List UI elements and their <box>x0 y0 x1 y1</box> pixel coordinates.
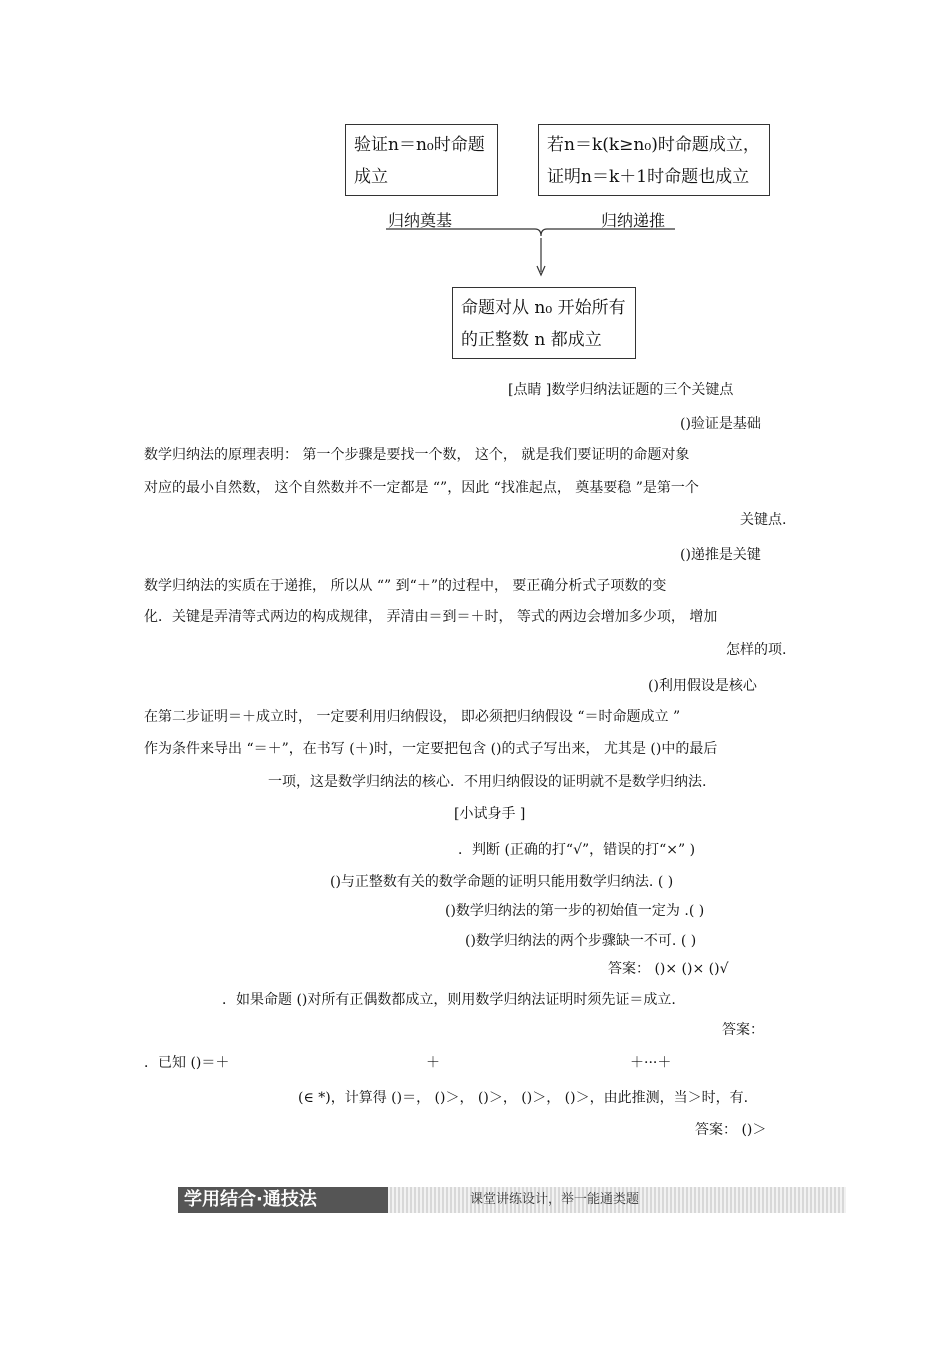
q3-stem-plus: ＋ <box>426 1055 440 1071</box>
conclusion-line2: 的正整数 n 都成立 <box>461 330 602 350</box>
q1-item3: ()数学归纳法的两个步骤缺一不可. ( ) <box>465 933 697 949</box>
inductive-step-line2: 证明n＝k＋1时命题也成立 <box>547 167 750 187</box>
dianjing-heading: [点睛 ]数学归纳法证题的三个关键点 <box>508 382 734 398</box>
label-step: 归纳递推 <box>601 211 666 230</box>
point2-line1: 数学归纳法的实质在于递推， 所以从 “” 到“＋”的过程中， 要正确分析式子项数的变 <box>144 578 667 594</box>
point3-line1: 在第二步证明＝＋成立时， 一定要利用归纳假设， 即必须把归纳假设 “＝时命题成立 ” <box>144 709 681 725</box>
base-case-line2: 成立 <box>354 167 388 187</box>
point1-line1: 数学归纳法的原理表明： 第一个步骤是要找一个数， 这个， 就是我们要证明的命题对象 <box>144 447 690 463</box>
point2-line3: 怎样的项. <box>726 642 787 658</box>
q2-stem: ．如果命题 ()对所有正偶数都成立，则用数学归纳法证明时须先证＝成立. <box>222 992 676 1008</box>
q3-answer: 答案： ()＞ <box>695 1122 767 1138</box>
q3-stem-line2: (∈ *)，计算得 ()＝， ()＞， ()＞， ()＞， ()＞，由此推测，当＞时，有. <box>298 1090 749 1106</box>
brace-connector <box>386 229 675 236</box>
q1-stem: ．判断 (正确的打“√”，错误的打“×” ) <box>458 842 696 858</box>
practice-heading: [小试身手 ] <box>454 806 526 822</box>
point2-line2: 化．关键是弄清等式两边的构成规律， 弄清由＝到＝＋时， 等式的两边会增加多少项， 增加 <box>144 609 718 625</box>
base-case-line1: 验证n＝n₀时命题 <box>354 135 485 155</box>
q3-stem-start: ．已知 ()＝＋ <box>144 1055 230 1071</box>
q1-item1: ()与正整数有关的数学命题的证明只能用数学归纳法. ( ) <box>330 874 674 890</box>
section-banner <box>178 1187 846 1213</box>
banner-subtitle: 课堂讲练设计，举一能通类题 <box>470 1192 640 1207</box>
conclusion-box <box>452 287 636 359</box>
point1-line3: 关键点. <box>740 512 787 528</box>
q1-answer: 答案： ()× ()× ()√ <box>608 961 729 977</box>
point1-line2: 对应的最小自然数， 这个自然数并不一定都是 “”，因此 “找准起点， 奠基要稳 ”是第一个 <box>144 480 699 496</box>
point1-heading: ()验证是基础 <box>680 416 761 432</box>
point3-line2: 作为条件来导出 “＝＋”，在书写 (＋)时，一定要把包含 ()的式子写出来， 尤其是 ()中的最后 <box>144 741 718 757</box>
q3-stem-end: ＋···＋ <box>630 1055 672 1071</box>
banner-title: 学用结合·通技法 <box>178 1187 388 1213</box>
q1-item2: ()数学归纳法的第一步的初始值一定为 .( ) <box>445 903 705 919</box>
conclusion-line1: 命题对从 n₀ 开始所有 <box>461 298 626 318</box>
point3-line3: 一项，这是数学归纳法的核心．不用归纳假设的证明就不是数学归纳法. <box>268 774 707 790</box>
inductive-step-line1: 若n＝k(k≥n₀)时命题成立， <box>547 135 760 155</box>
point3-heading: ()利用假设是核心 <box>648 678 757 694</box>
label-base: 归纳奠基 <box>388 211 453 230</box>
q2-answer: 答案： <box>722 1022 764 1038</box>
point2-heading: ()递推是关键 <box>680 547 761 563</box>
